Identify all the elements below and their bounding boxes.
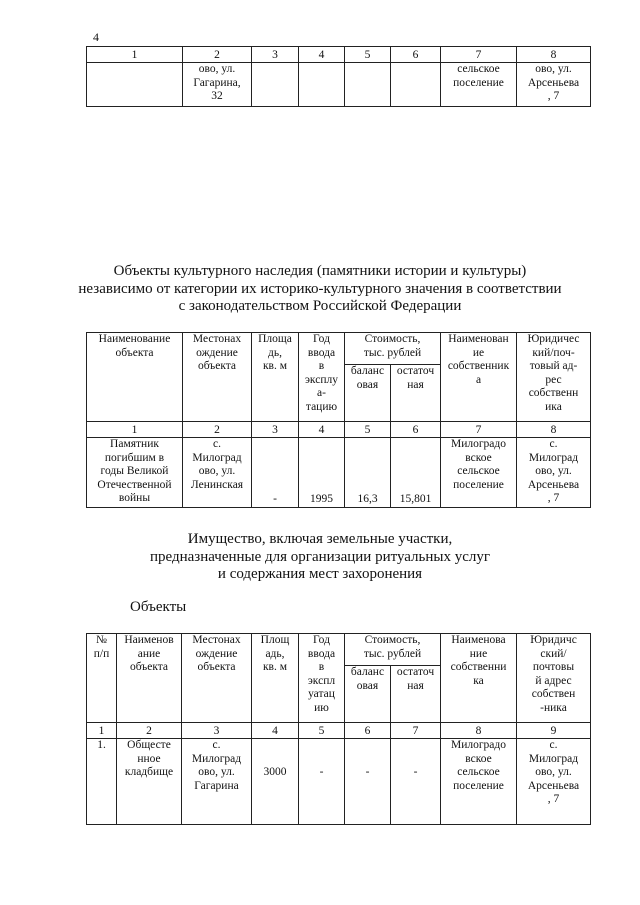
header-balance: баланс овая: [345, 365, 391, 422]
col-number: 4: [299, 47, 345, 63]
cell-name: Памятник погибшим в годы Великой Отечественной войны: [87, 438, 183, 508]
col-number: 5: [345, 422, 391, 438]
header-row: [87, 634, 591, 666]
header-year: Год ввода в эксплу а- тацию: [299, 333, 345, 422]
heritage-title: Объекты культурного наследия (памятники истории и культуры) независимо от категории их историко-культурного значения в соответствии с законодательством Российской Федерации: [78, 263, 562, 314]
subheading: Объекты: [130, 599, 187, 615]
table-row: [87, 63, 591, 107]
table-continuation: [86, 46, 591, 107]
header-area: Площа дь, кв. м: [252, 333, 299, 422]
col-number: 7: [391, 723, 441, 739]
header-balance: баланс овая: [345, 666, 391, 723]
header-location: Местонах ождение объекта: [182, 634, 252, 723]
col-number: 5: [345, 47, 391, 63]
col-number: 1: [87, 47, 183, 63]
cell-owner-address: с. Милоград ово, ул. Арсеньева , 7: [517, 739, 591, 825]
cell-year: 1995: [299, 438, 345, 508]
header-residual: остаточ ная: [391, 666, 441, 723]
col-number: 2: [183, 47, 252, 63]
col-number: 2: [117, 723, 182, 739]
cell-owner-address: ово, ул. Арсеньева , 7: [517, 63, 591, 107]
cell-name: Общесте нное кладбище: [117, 739, 182, 825]
heritage-table: [86, 332, 591, 508]
cell-owner-name: Милоградо вское сельское поселение: [441, 739, 517, 825]
col-number: 6: [391, 422, 441, 438]
ritual-table: [86, 633, 591, 825]
cell-area: [252, 63, 299, 107]
col-number: 3: [182, 723, 252, 739]
cell-owner-name: сельское поселение: [441, 63, 517, 107]
column-number-row: [87, 723, 591, 739]
col-number: 1: [87, 422, 183, 438]
header-area: Площ адь, кв. м: [252, 634, 299, 723]
col-number: 8: [517, 422, 591, 438]
header-residual: остаточ ная: [391, 365, 441, 422]
cell-owner-name: Милоградо вское сельское поселение: [441, 438, 517, 508]
header-name: Наименование объекта: [87, 333, 183, 422]
cell-owner-address: с. Милоград ово, ул. Арсеньева , 7: [517, 438, 591, 508]
col-number: 7: [441, 47, 517, 63]
col-number: 9: [517, 723, 591, 739]
cell-area: 3000: [252, 739, 299, 825]
cell-location: ово, ул. Гагарина, 32: [183, 63, 252, 107]
cell-balance: 16,3: [345, 438, 391, 508]
header-owner-address: Юридичес кий/поч- товый ад- рес собственн ика: [517, 333, 591, 422]
table-row: [87, 438, 591, 508]
page-number: 4: [93, 30, 99, 44]
col-number: 3: [252, 47, 299, 63]
col-number: 4: [252, 723, 299, 739]
cell-residual: -: [391, 739, 441, 825]
col-number: 3: [252, 422, 299, 438]
cell-location: с. Милоград ово, ул. Гагарина: [182, 739, 252, 825]
col-number: 2: [183, 422, 252, 438]
col-number: 6: [391, 47, 441, 63]
col-number: 5: [299, 723, 345, 739]
column-number-row: [87, 47, 591, 63]
cell-area: -: [252, 438, 299, 508]
header-year: Год ввода в экспл уатац ию: [299, 634, 345, 723]
header-cost: Стоимость, тыс. рублей: [345, 634, 441, 666]
cell-residual: [391, 63, 441, 107]
header-owner-name: Наименован ие собственник а: [441, 333, 517, 422]
header-location: Местонах ождение объекта: [183, 333, 252, 422]
header-num: № п/п: [87, 634, 117, 723]
col-number: 1: [87, 723, 117, 739]
col-number: 4: [299, 422, 345, 438]
cell-year: -: [299, 739, 345, 825]
cell-balance: [345, 63, 391, 107]
cell-balance: -: [345, 739, 391, 825]
header-row: [87, 333, 591, 365]
ritual-title: Имущество, включая земельные участки, предназначенные для организации ритуальных услуг и содержания мест захоронения: [149, 531, 491, 582]
header-owner-name: Наименова ние собственни ка: [441, 634, 517, 723]
col-number: 6: [345, 723, 391, 739]
column-number-row: [87, 422, 591, 438]
cell-location: с. Милоград ово, ул. Ленинская: [183, 438, 252, 508]
header-name: Наименов ание объекта: [117, 634, 182, 723]
table-row: [87, 739, 591, 825]
cell-year: [299, 63, 345, 107]
col-number: 8: [517, 47, 591, 63]
col-number: 8: [441, 723, 517, 739]
col-number: 7: [441, 422, 517, 438]
header-owner-address: Юридичс ский/ почтовы й адрес собствен -ника: [517, 634, 591, 723]
cell-residual: 15,801: [391, 438, 441, 508]
header-cost: Стоимость, тыс. рублей: [345, 333, 441, 365]
cell-name: [87, 63, 183, 107]
cell-num: 1.: [87, 739, 117, 825]
